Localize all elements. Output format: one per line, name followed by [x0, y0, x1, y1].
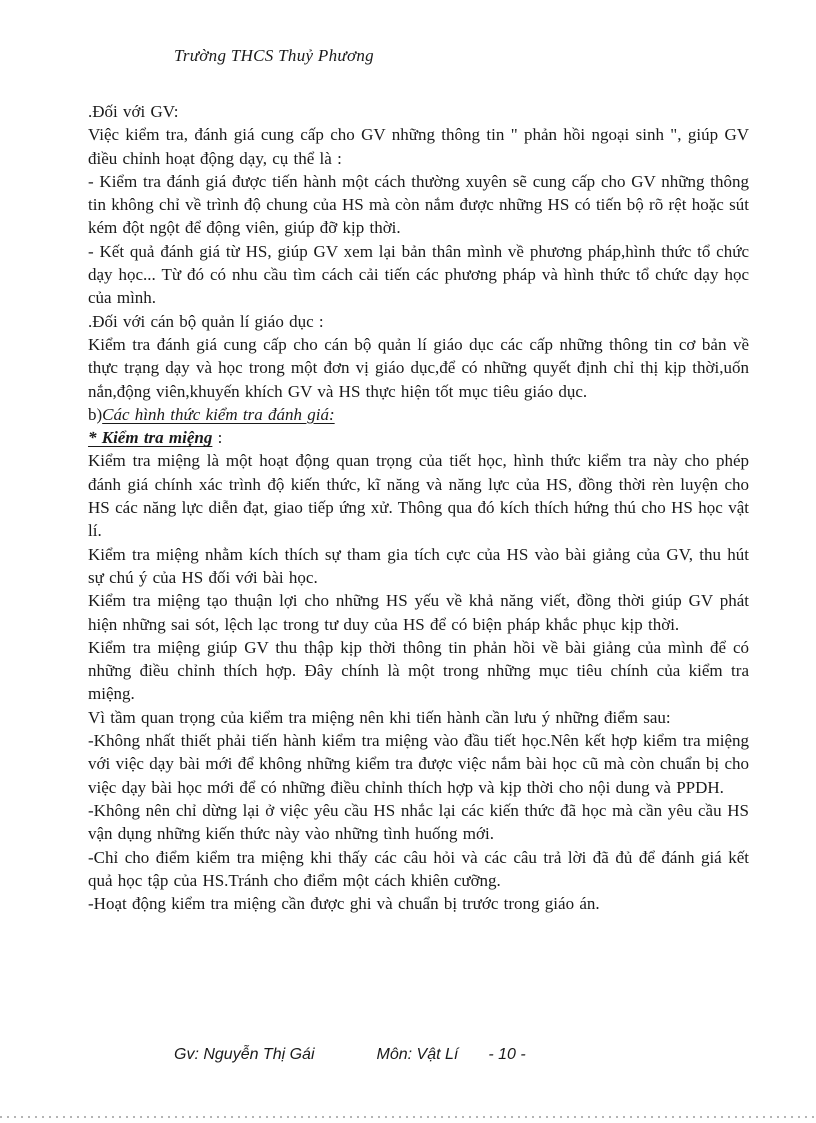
paragraph: Kiểm tra miệng tạo thuận lợi cho những HS yếu về khả năng viết, đồng thời giúp GV phát hiện những sai sót, lệch lạc trong tư duy của HS để có biện pháp khắc phục kịp thời.: [88, 591, 749, 634]
heading-suffix: :: [212, 428, 223, 448]
paragraph: .Đối với cán bộ quản lí giáo dục :: [88, 311, 324, 331]
header-school-name: Trường THCS Thuỷ Phương: [174, 46, 374, 65]
heading-forms-of-assessment: Các hình thức kiểm tra đánh giá:: [102, 404, 335, 424]
paragraph-heading-forms: [88, 403, 749, 426]
footer-page-number: - 10 -: [488, 1046, 526, 1063]
heading-oral-test: * Kiểm tra miệng: [88, 428, 213, 448]
paragraph: - Kiểm tra đánh giá được tiến hành một cách thường xuyên sẽ cung cấp cho GV những thông tin không chỉ về trình độ chung của HS mà còn nắm được những HS có tiến bộ rõ rệt hoặc sút kém đột ngột để động viên, giúp đỡ kịp thời.: [88, 171, 749, 238]
paragraph: Việc kiểm tra, đánh giá cung cấp cho GV những thông tin " phản hồi ngoại sinh ", giúp GV điều chỉnh hoạt động dạy, cụ thể là :: [88, 125, 749, 168]
paragraph: Kiểm tra miệng nhằm kích thích sự tham gia tích cực của HS vào bài giảng của GV, thu hút sự chú ý của HS đối với bài học.: [88, 544, 749, 587]
footer-teacher-name: Gv: Nguyễn Thị Gái: [174, 1046, 315, 1063]
page-break-dotted-line: [0, 1116, 816, 1118]
heading-prefix: b): [88, 404, 103, 424]
paragraph: -Không nhất thiết phải tiến hành kiểm tra miệng vào đầu tiết học.Nên kết hợp kiểm tra miệng với việc dạy bài mới để không những kiểm tra được việc nắm bài học cũ mà còn chuẩn bị cho việc dạy bài học mới để có những điều chỉnh thích hợp và kịp thời cho nội dung và PPDH.: [88, 731, 749, 797]
paragraph: -Chỉ cho điểm kiểm tra miệng khi thấy các câu hỏi và các câu trả lời đã đủ để đánh giá kết quả học tập của HS.Tránh cho điểm một cách khiên cưỡng.: [88, 847, 749, 890]
paragraph: Vì tầm quan trọng của kiểm tra miệng nên khi tiến hành cần lưu ý những điểm sau:: [88, 707, 671, 727]
document-body: [88, 100, 749, 915]
paragraph: .Đối với GV:: [88, 102, 179, 121]
paragraph: Kiểm tra miệng là một hoạt động quan trọng của tiết học, hình thức kiểm tra này cho phép đánh giá chính xác trình độ kiến thức, kĩ năng và năng lực của HS, đồng thời rèn luyện cho HS các năng lực diễn đạt, giao tiếp ứng xử. Thông qua đó kích thích hứng thú cho HS học vật lí.: [88, 451, 749, 541]
paragraph: -Không nên chỉ dừng lại ở việc yêu cầu HS nhắc lại các kiến thức đã học mà cần yêu cầu HS vận dụng những kiến thức này vào những tình huống mới.: [88, 800, 749, 844]
paragraph: Kiểm tra miệng giúp GV thu thập kịp thời thông tin phản hồi về bài giảng của mình để có những điều chỉnh thích hợp. Đây chính là một trong những mục tiêu chính của kiểm tra miệng.: [88, 637, 749, 704]
paragraph: -Hoạt động kiểm tra miệng cần được ghi và chuẩn bị trước trong giáo án.: [88, 894, 600, 914]
paragraph-heading-oral-test: [88, 426, 749, 449]
paragraph: Kiểm tra đánh giá cung cấp cho cán bộ quản lí giáo dục các cấp những thông tin cơ bản về thực trạng dạy và học trong một đơn vị giáo dục,để có những quyết định chỉ thị kịp thời,uốn nắn,động viên,khuyến khích GV và HS thực hiện tốt mục tiêu giáo dục.: [88, 334, 749, 401]
footer-subject: Môn: Vật Lí: [376, 1046, 459, 1063]
footer: [174, 1046, 526, 1064]
paragraph: - Kết quả đánh giá từ HS, giúp GV xem lại bản thân mình về phương pháp,hình thức tổ chức dạy học... Từ đó có nhu cầu tìm cách cải tiến các phương pháp và hình thức tổ chức dạy học của mình.: [88, 241, 749, 308]
